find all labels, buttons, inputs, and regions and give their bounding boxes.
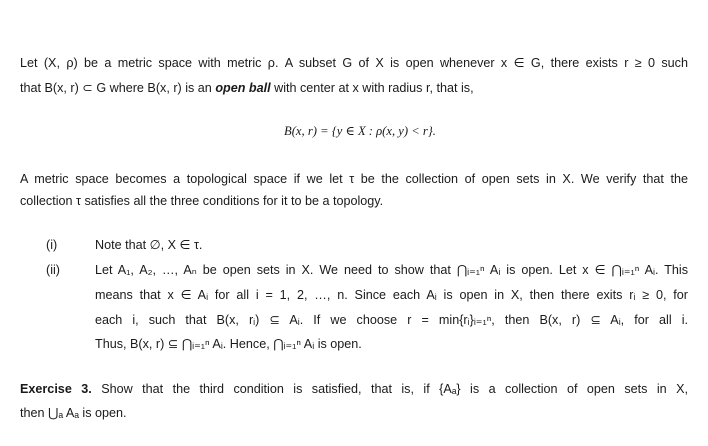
item-ii-line-3: each i, such that B(x, rᵢ) ⊆ Aᵢ. If we choose r = min{rᵢ}ᵢ₌₁ⁿ, then B(x, r) ⊆ Aᵢ, for all i.: [95, 313, 688, 327]
topology-line-1: A metric space becomes a topological space if we let τ be the collection of open sets in X. We verify that the: [20, 172, 688, 186]
item-ii-line-1: Let A₁, A₂, …, Aₙ be open sets in X. We need to show that ⋂ᵢ₌₁ⁿ Aᵢ is open. Let x ∈ ⋂ᵢ₌₁ⁿ Aᵢ. This: [95, 263, 688, 277]
exercise-line-1: [20, 381, 688, 397]
exercise-label: Exercise 3.: [20, 382, 92, 396]
item-i-line-1: Note that ∅, X ∈ τ.: [95, 238, 203, 252]
definition-line-1: Let (X, ρ) be a metric space with metric ρ. A subset G of X is open whenever x ∈ G, there exists r ≥ 0 such: [20, 56, 688, 70]
item-label-ii: (ii): [46, 263, 60, 277]
exercise-line-2: then ⋃ₐ Aₐ is open.: [20, 406, 127, 420]
definition-line-2: [20, 80, 474, 96]
open-ball-formula: B(x, r) = {y ∈ X : ρ(x, y) < r}.: [284, 124, 436, 138]
topology-line-2: collection τ satisfies all the three conditions for it to be a topology.: [20, 194, 384, 208]
definition-line-2-text: that B(x, r) ⊂ G where B(x, r) is an: [20, 81, 216, 95]
item-ii-line-2: means that x ∈ Aᵢ for all i = 1, 2, …, n. Since each Aᵢ is open in X, then there exits rᵢ ≥ 0, for: [95, 288, 688, 302]
definition-line-2-rest: with center at x with radius r, that is,: [270, 81, 474, 95]
exercise-line-1-text: Show that the third condition is satisfied, that is, if {Aₐ} is a collection of open sets in X,: [91, 382, 689, 396]
item-label-i: (i): [46, 238, 58, 252]
item-ii-line-4: Thus, B(x, r) ⊆ ⋂ᵢ₌₁ⁿ Aᵢ. Hence, ⋂ᵢ₌₁ⁿ Aᵢ is open.: [95, 337, 362, 351]
open-ball-term: open ball: [215, 81, 271, 95]
